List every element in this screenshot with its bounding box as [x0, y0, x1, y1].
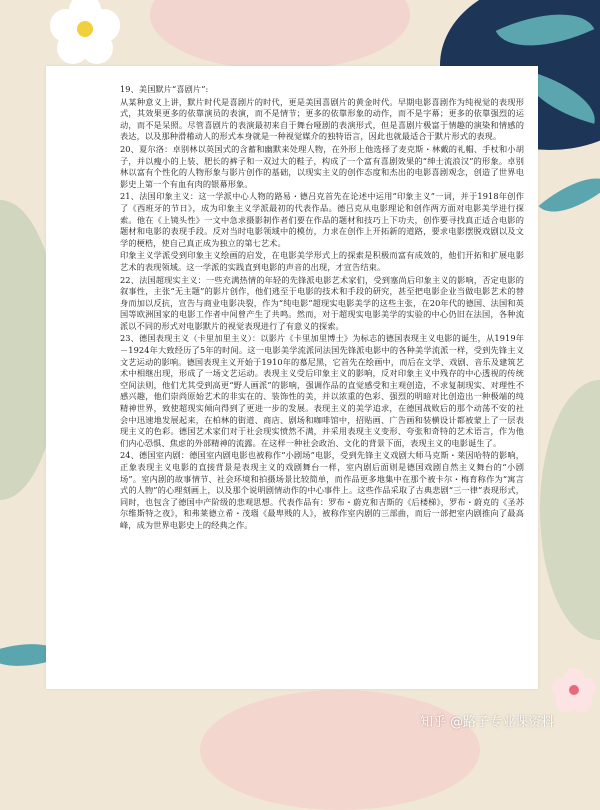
paragraph: 印象主义学派受到印象主义绘画的启发，在电影美学形式上的探索是积极而富有成效的，他们开拓和扩展电影艺术的表现领域。这一学派的实践直到电影的声音的出现，才宣告结束。 [120, 250, 524, 272]
paragraph: 19、美国默片“喜剧片”: [120, 84, 209, 94]
paragraph: 24、德国室内剧：德国室内剧电影也被称作“小剧场”电影，受到先锋主义戏剧大师马克斯・莱因哈特的影响，正象表现主义电影的直接背景是表现主义的戏剧舞台一样，室内剧后面则是德国戏剧自然主义舞台的“小剧场”。室内剧的故事情节、社会环境和拍摄场景比较简单，而作品更多地集中在那个被卡尔・梅育称作为“寓言式的人物”的心理刻画上，以及那个说明剧情动作的中心事件上。这些作品采取了古典悲剧“三一律”表现形式，同时，也包含了德国中产阶级的悲观思想。代表作品有：罗布・蔚克和吉斯的《后楼梯》，罗布・蔚克的《圣苏尔维斯特之夜》，和弗莱德立希・茂瑙《最卑贱的人》，被称作室内剧的三部曲，而后一部把室内剧推向了最高峰，成为世界电影史上的经典之作。 [120, 450, 524, 530]
paragraph: 20、夏尔洛：卓别林以英国式的含蓄和幽默来处理人物，在外形上他选择了麦克斯・林戴的礼帽、手杖和小胡子，并以瘦小的上装、肥长的裤子和一双过大的鞋子，构成了一个富有喜剧效果的“绅士流浪汉”的形象。卓别林以富有个性化的人物形象与影片创作的基础，以现实主义的创作态度和杰出的电影喜剧观念，创造了世界电影史上第一个有血有肉的银幕形象。 [120, 143, 524, 189]
paragraph: 21、法国印象主义：这一学派中心人物的路易・德吕克首先在论述中运用“印象主义”一词，并于1918年创作了《西班牙的节日》，成为印象主义学派最初的代表作品。德吕克从电影理论和创作两方面对电影美学进行探索。他在《上镜头性》一文中急求摄影制作者们要在作品的题材和技巧上下功夫，创作要寻找真正适合电影的题材和电影的表现手段。反对当时电影领域中的模仿，力求在创作上开拓新的道路，要求电影摆脱戏剧以及文学的梗梏，使自己真正成为独立的第七艺术。 [120, 191, 524, 248]
pink-blob-top [150, 0, 410, 70]
document-page [46, 66, 538, 689]
pink-blob-bottom [200, 690, 480, 810]
watermark: 知乎 @路子专业课资料 [420, 715, 555, 730]
sage-blob-right [540, 380, 600, 640]
teal-leaf-3 [539, 161, 600, 229]
paragraph: 从某种意义上讲，默片时代是喜剧片的时代，更是美国喜剧片的黄金时代。早期电影喜剧作为纯视觉的表现形式，其效果更多的依靠演员的表演，而不是情节；更多的依靠形象的动作，而不是字幕；更多的依靠强烈的运动，而不是呆照。尽管喜剧片的表演最初来自于舞台哑剧的表演形式，但是喜剧片极富于情趣的演染和情感的表达，以及那种滑稽动人的形式本身就是一种视觉媒介的独特语言，因此也就最适合于默片形式的表现。 [120, 96, 524, 142]
flower-icon-bottom-right [552, 668, 596, 712]
paragraph: 23、德国表现主义（卡里加里主义）：以影片《卡里加里博士》为标志的德国表现主义电影的诞生，从1919年－1924年大致经历了5年的时间。这一电影美学流派同法国先锋派电影中的各种美学流派一样，受到先锋主义文艺运动的影响。德国表现主义开始于1910年的慕尼黑，它首先在绘画中，而后在文学、戏剧、音乐及建筑艺术中相继出现，形成了一场文艺运动。表现主义受后印象主义的影响，反对印象主义中残存的中心透视的传统空间法则，他们尤其受到高更“野人画派”的影响，强调作品的直觉感受和主观创造，不求复制现实、对理性不感兴趣，他们崇尚原始艺术的非实在的、装饰性的美，并以浓重的色彩、强烈的明暗对比创造出一种极端的纯精神世界，致使超现实倾向得到了更进一步的发展。表现主义的美学追求，在德国战败后的那个动荡不安的社会中迅速地发展起来，在柏林的街道、商店、剧场和咖啡馆中，招贴画、广告画和装横设计都被蒙上了一层表现主义的色彩。德国艺术家们对于社会现实愤然不满，并采用表现主义变形、夸张和奇特的艺术语言，作为他们内心恐惧、焦虑的外部精神的流露。在这样一种社会政治、文化的背景下面，表现主义的电影诞生了。 [120, 333, 524, 448]
document-body [120, 84, 524, 532]
flower-icon-top-left [50, 0, 120, 64]
paragraph: 22、法国超现实主义：一些充满热情的年轻的先锋派电影艺术家们，受到塞尚后印象主义的影响，否定电影的叙事性，主张“无主题”的影片创作，他们逃至于电影的技术和手段的研究，甚至把电影企业当做电影艺术的替身而加以反抗，宣告与商业电影决裂，作为“纯电影”超现实电影美学的这些主张，在20年代的德国、法国和英国等欧洲国家的电影工作者中间曾产生了共鸣。然而，对于超现实电影美学的实验的中心仍旧在法国，各种流派以不同的形式对电影默片的视觉表现进行了有意义的探索。 [120, 274, 524, 331]
